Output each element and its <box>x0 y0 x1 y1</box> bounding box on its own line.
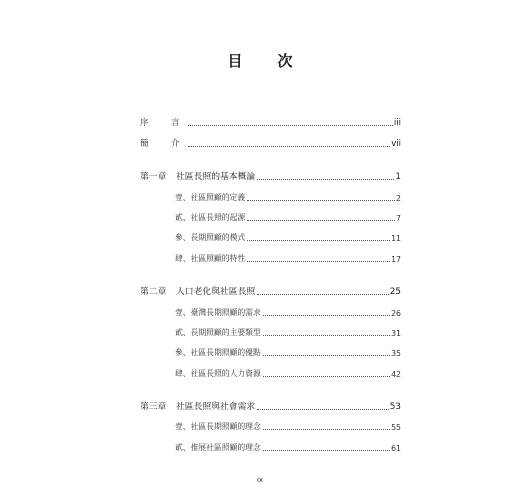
dot-leader <box>247 220 395 221</box>
page-title: 目 次 <box>227 52 303 70</box>
section-title: 壹、社區照顧的定義 <box>175 192 246 202</box>
dot-leader <box>263 429 390 430</box>
dot-leader <box>188 125 393 126</box>
dot-leader <box>263 450 390 451</box>
toc-section[interactable] <box>140 318 401 338</box>
toc-page-number: vii <box>391 138 401 149</box>
dot-leader <box>257 409 389 410</box>
toc-section[interactable] <box>140 338 401 358</box>
dot-leader <box>263 335 390 336</box>
toc-page-number: 7 <box>396 213 401 223</box>
toc-page-number: 42 <box>391 369 401 379</box>
toc-chapter-3[interactable] <box>140 392 401 412</box>
chapter-title: 社區長照與社會需求 <box>176 402 256 413</box>
toc-entry-introduction[interactable] <box>140 128 401 148</box>
dot-leader <box>263 376 390 377</box>
section-title: 貳、推展社區照顧的理念 <box>175 442 261 452</box>
toc-page-number: 17 <box>391 254 401 264</box>
toc-section[interactable] <box>140 243 401 263</box>
toc-page-number: 1 <box>395 172 401 183</box>
chapter-title: 社區長照的基本概論 <box>176 172 256 183</box>
dot-leader <box>263 355 390 356</box>
toc-section[interactable] <box>140 203 401 223</box>
dot-leader <box>188 146 391 147</box>
toc-page-number: 2 <box>396 193 401 203</box>
dot-leader <box>257 179 394 180</box>
toc-page-number: 35 <box>391 349 401 359</box>
toc-entry-label: 序 言 <box>140 118 187 129</box>
table-of-contents <box>140 108 401 453</box>
chapter-number: 第二章 <box>140 287 167 298</box>
dot-leader <box>247 200 395 201</box>
chapter-number: 第三章 <box>140 402 167 413</box>
section-title: 參、長期照顧的模式 <box>175 233 246 243</box>
toc-page-number: 53 <box>389 402 401 413</box>
toc-section[interactable] <box>140 182 401 202</box>
toc-page-number: 26 <box>391 308 401 318</box>
section-title: 壹、臺灣長期照顧的需求 <box>175 307 261 317</box>
toc-page-number: 11 <box>391 234 401 244</box>
toc-page-number: 61 <box>391 443 401 453</box>
section-title: 參、社區長期照顧的優點 <box>175 348 261 358</box>
toc-section[interactable] <box>140 358 401 378</box>
toc-section[interactable] <box>140 223 401 243</box>
toc-page-number: 25 <box>389 287 401 298</box>
section-title: 貳、長期照顧的主要類型 <box>175 327 261 337</box>
dot-leader <box>247 261 390 262</box>
toc-chapter-1[interactable] <box>140 162 401 182</box>
chapter-number: 第一章 <box>140 172 167 183</box>
toc-page-number: 31 <box>391 328 401 338</box>
toc-entry-preface[interactable] <box>140 108 401 128</box>
section-title: 壹、社區長期照顧的理念 <box>175 422 261 432</box>
dot-leader <box>263 315 390 316</box>
section-title: 肆、社區照顧的特性 <box>175 253 246 263</box>
toc-section[interactable] <box>140 297 401 317</box>
chapter-title: 人口老化與社區長照 <box>176 287 256 298</box>
toc-page-number: iii <box>393 118 401 129</box>
page-folio: ix <box>256 476 264 484</box>
toc-entry-label: 簡 介 <box>140 138 187 149</box>
dot-leader <box>247 240 390 241</box>
dot-leader <box>257 294 389 295</box>
toc-section[interactable] <box>140 432 401 452</box>
toc-section[interactable] <box>140 412 401 432</box>
toc-page-number: 55 <box>391 423 401 433</box>
section-title: 貳、社區長照的起源 <box>175 212 246 222</box>
section-title: 肆、社區長照的人力資源 <box>175 368 261 378</box>
toc-chapter-2[interactable] <box>140 277 401 297</box>
